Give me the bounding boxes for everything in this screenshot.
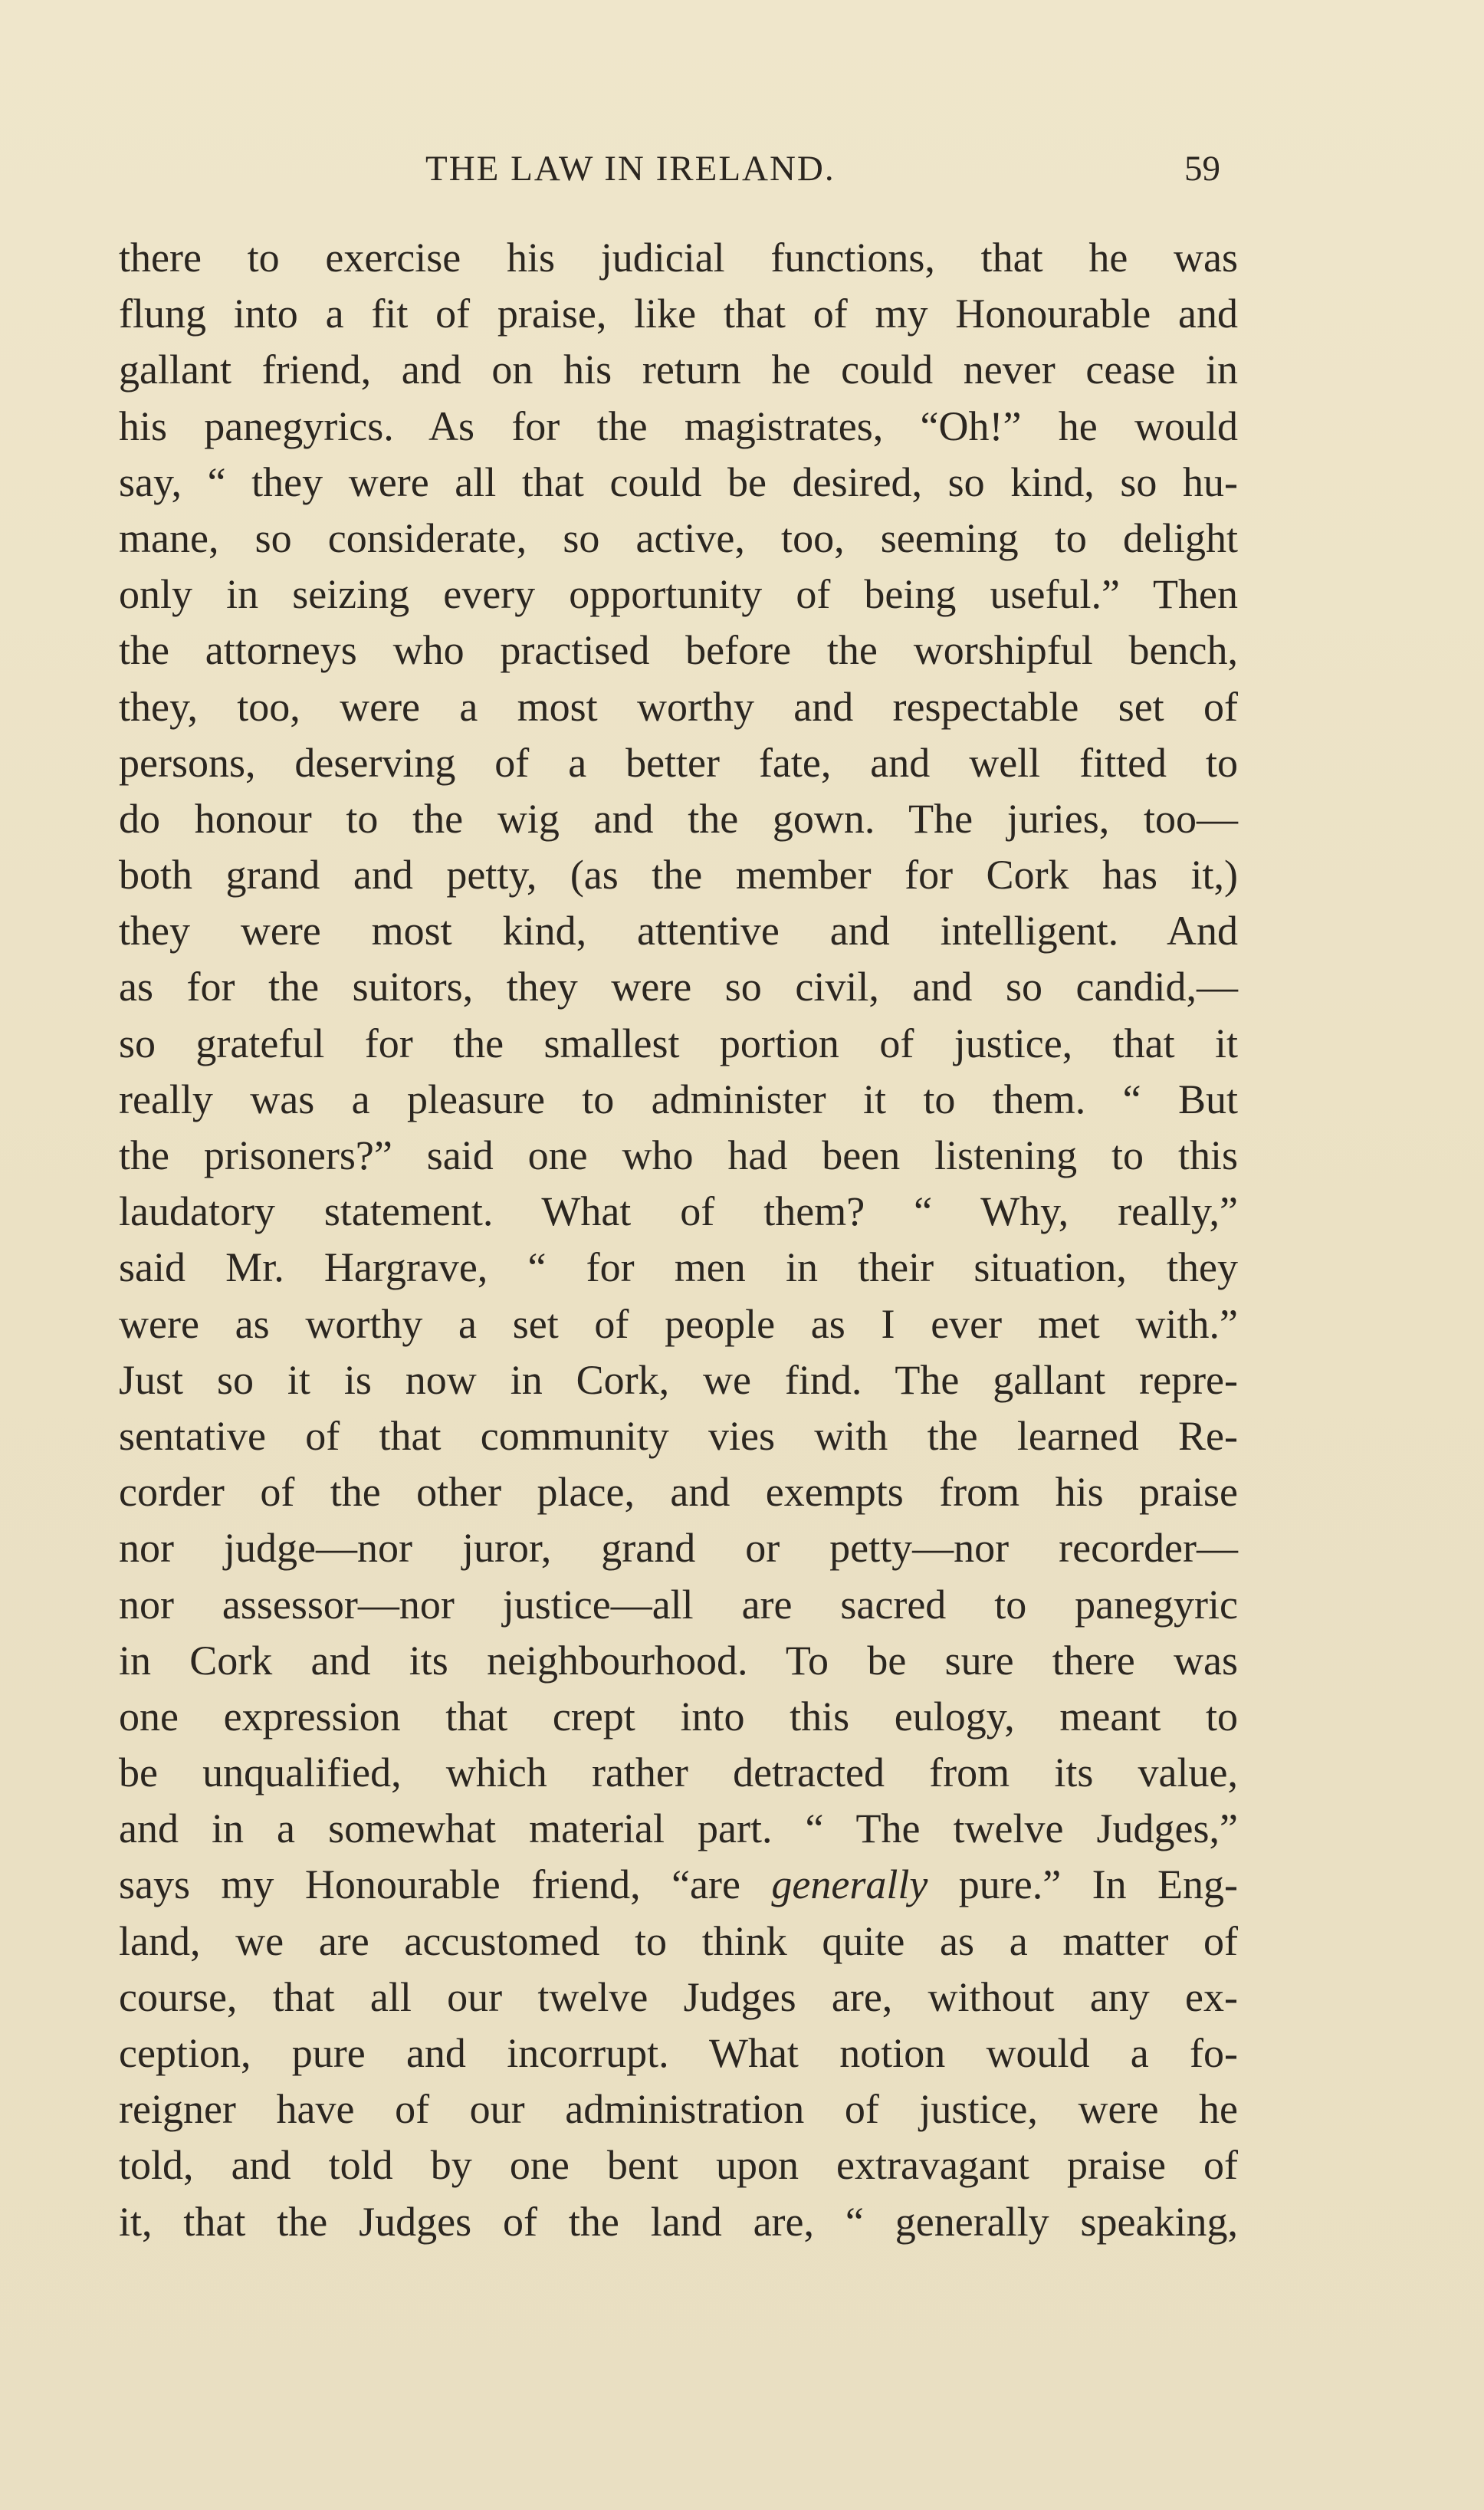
text-run: says my Honourable friend, “are (119, 1861, 772, 1908)
text-line: his panegyrics. As for the magistrates, “Oh!” he would (119, 402, 1238, 449)
text-line: only in seizing every opportunity of being useful.” Then (119, 571, 1238, 618)
text-line: as for the suitors, they were so civil, and so candid,— (119, 964, 1238, 1010)
text-line: land, we are accustomed to think quite as a matter of (119, 1917, 1238, 1964)
text-line: and in a somewhat material part. “ The twelve Judges,” (119, 1805, 1238, 1852)
running-title: THE LAW IN IRELAND. (425, 149, 836, 189)
text-line: course, that all our twelve Judges are, without any ex- (119, 1973, 1238, 2020)
text-line: were as worthy a set of people as I ever met with.” (119, 1300, 1238, 1347)
text-line: there to exercise his judicial functions, that he was (119, 235, 1238, 281)
text-line: nor assessor—nor justice—all are sacred to panegyric (119, 1581, 1238, 1628)
body-text (119, 230, 1238, 2250)
text-line: persons, deserving of a better fate, and well fitted to (119, 739, 1238, 786)
text-line: they, too, were a most worthy and respectable set of (119, 683, 1238, 730)
text-line: the prisoners?” said one who had been listening to this (119, 1132, 1238, 1178)
text-line: they were most kind, attentive and intelligent. And (119, 908, 1238, 954)
text-line: really was a pleasure to administer it to them. “ But (119, 1076, 1238, 1122)
text-run: pure.” In Eng- (927, 1861, 1238, 1908)
text-line: nor judge—nor juror, grand or petty—nor recorder— (119, 1525, 1238, 1572)
text-line: sentative of that community vies with the learned Re- (119, 1412, 1238, 1459)
text-line: it, that the Judges of the land are, “ generally speaking, (119, 2198, 1238, 2245)
text-line: mane, so considerate, so active, too, seeming to delight (119, 514, 1238, 561)
text-line: say, “ they were all that could be desired, so kind, so hu- (119, 458, 1238, 505)
text-line: one expression that crept into this eulogy, meant to (119, 1693, 1238, 1740)
text-line (119, 1857, 1238, 1913)
text-line: so grateful for the smallest portion of justice, that it (119, 1020, 1238, 1066)
text-line: in Cork and its neighbourhood. To be sure there was (119, 1637, 1238, 1684)
text-line: do honour to the wig and the gown. The juries, too— (119, 795, 1238, 842)
text-line: gallant friend, and on his return he could never cease in (119, 347, 1238, 393)
text-line: be unqualified, which rather detracted from its value, (119, 1749, 1238, 1796)
text-line: both grand and petty, (as the member for Cork has it,) (119, 852, 1238, 899)
text-line: the attorneys who practised before the worshipful bench, (119, 627, 1238, 674)
text-line: said Mr. Hargrave, “ for men in their situation, they (119, 1244, 1238, 1291)
text-line: Just so it is now in Cork, we find. The gallant repre- (119, 1356, 1238, 1403)
text-line: laudatory statement. What of them? “ Why, really,” (119, 1188, 1238, 1235)
running-head (0, 142, 1484, 195)
text-line: corder of the other place, and exempts from his praise (119, 1469, 1238, 1516)
italic-emphasis: generally (771, 1861, 928, 1908)
text-line: told, and told by one bent upon extravagant praise of (119, 2142, 1238, 2189)
text-line: reigner have of our administration of justice, were he (119, 2086, 1238, 2133)
page-number: 59 (1184, 149, 1220, 189)
text-line: ception, pure and incorrupt. What notion would a fo- (119, 2030, 1238, 2076)
text-line: flung into a fit of praise, like that of my Honourable and (119, 291, 1238, 337)
